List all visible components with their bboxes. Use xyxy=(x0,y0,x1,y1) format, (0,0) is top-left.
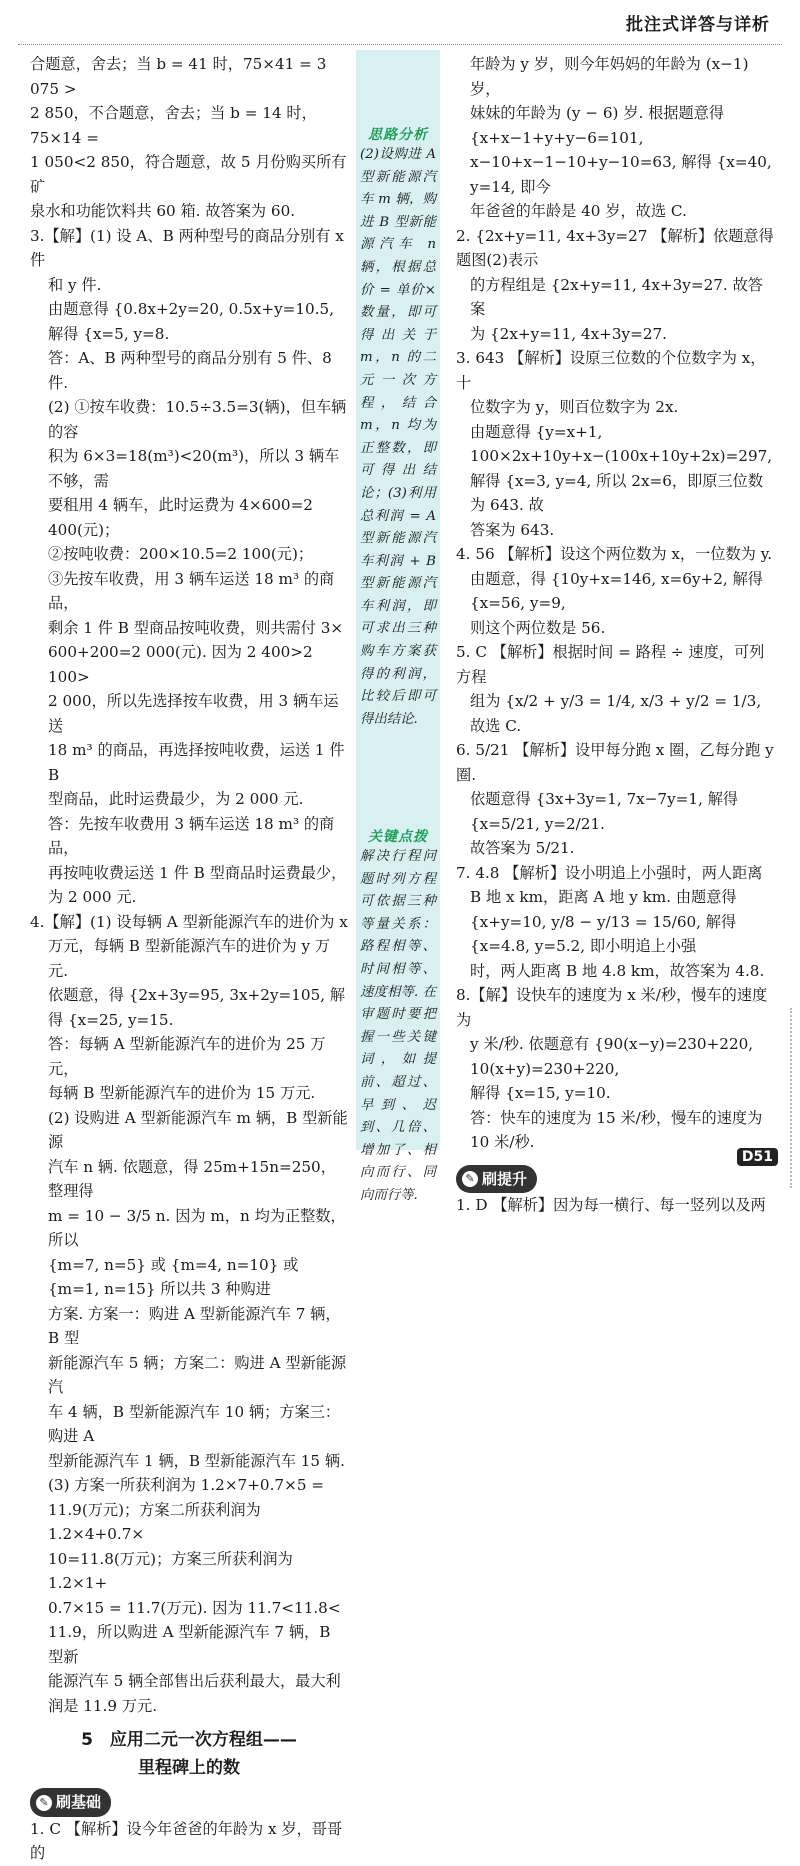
text-line: 1 050<2 850，符合题意，故 5 月份购买所有矿 xyxy=(30,153,347,196)
text-line: 7. 4.8 【解析】设小明追上小强时，两人距离 xyxy=(456,863,763,882)
text-line: 泉水和功能饮料共 60 箱. 故答案为 60. xyxy=(30,202,296,220)
text-line: 1. D 【解析】因为每一横行、每一竖列以及两 xyxy=(456,1196,766,1214)
text-line: 能源汽车 5 辆全部售出后获利最大，最大利 xyxy=(48,1672,341,1690)
text-line: (2) ①按车收费：10.5÷3.5=3(辆)，但车辆的容 xyxy=(48,398,347,441)
text-line: B 地 x km，距离 A 地 y km. 由题意得 xyxy=(470,888,737,906)
text-line: 万元，每辆 B 型新能源汽车的进价为 y 万元. xyxy=(48,937,331,980)
equation-line: m = 10 − 3/5 n. 因为 m，n 均为正整数，所以 xyxy=(48,1206,346,1249)
note-title: 关键点拨 xyxy=(368,829,428,845)
text-line: 10 米/秒. xyxy=(470,1133,535,1151)
text-line: 方案. 方案一：购进 A 型新能源汽车 7 辆，B 型 xyxy=(48,1304,341,1347)
text-line: 答：快车的速度为 15 米/秒，慢车的速度为 xyxy=(470,1108,763,1127)
text-line: 为 2 000 元. xyxy=(48,888,137,906)
text-line: 剩余 1 件 B 型商品按吨收费，则共需付 3× xyxy=(48,618,344,637)
text-line: 要租用 4 辆车，此时运费为 4×600=2 400(元)； xyxy=(48,496,313,539)
text-line: 位数字为 y，则百位数字为 2x. xyxy=(470,398,679,416)
key-point-note xyxy=(360,826,436,1208)
note-text: (2)设购进 A 型新能源汽车 m 辆，购进 B 型新能源汽车 n 辆，根据总价 = 单价×数量，即可得出关于 m，n 的二元一次方程，结合 m，n 均为正整数，即可得出结论；(3)利用总利润 = A 型新能源汽车利润 + B 型新能源汽车利润，即可求出三种购车方案获得的利润，比较后即可得出结论. xyxy=(360,147,436,727)
equation-line: 为 {2x+y=11, 4x+3y=27. xyxy=(470,324,667,343)
page-number: D51 xyxy=(737,1148,778,1166)
annotation-sidebar xyxy=(356,50,440,1203)
equation-line: 由题意，得 {10y+x=146, x=6y+2, 解得 {x=56, y=9, xyxy=(470,569,763,612)
pen-icon: ✎ xyxy=(36,1795,52,1811)
text-line: 11.9，所以购进 A 型新能源汽车 7 辆，B 型新 xyxy=(48,1623,331,1666)
text-line: 则这个两位数是 56. xyxy=(470,618,606,637)
equation-line: 解得 {x=15, y=10. xyxy=(470,1084,611,1102)
badge-label: 刷提升 xyxy=(482,1169,528,1188)
badge-label: 刷基础 xyxy=(56,1793,102,1811)
text-line: 型商品，此时运费最少，为 2 000 元. xyxy=(48,790,304,808)
text-line: 年龄为 y 岁，则今年妈妈的年龄为 (x−1) 岁， xyxy=(470,55,749,98)
text-line: 车 4 辆，B 型新能源汽车 10 辆；方案三：购进 A xyxy=(48,1402,341,1445)
text-line: 妹妹的年龄为 (y − 6) 岁. 根据题意得 xyxy=(470,104,725,122)
note-title: 思路分析 xyxy=(368,127,428,143)
section-title xyxy=(30,1726,348,1782)
text-line: 600+200=2 000(元). 因为 2 400>2 100> xyxy=(48,643,313,686)
text-line: 2 850，不合题意，舍去；当 b = 14 时，75×14 = xyxy=(30,104,317,147)
text-line: 2 000，所以先选择按车收费，用 3 辆车运送 xyxy=(48,692,339,735)
text-line: 故答案为 5/21. xyxy=(470,839,575,857)
text-line: ③先按车收费，用 3 辆车运送 18 m³ 的商品， xyxy=(48,569,335,612)
text-line: 5. C 【解析】根据时间 = 路程 ÷ 速度，可列方程 xyxy=(456,643,765,686)
text-line: 10=11.8(万元)；方案三所获利润为 1.2×1+ xyxy=(48,1549,293,1592)
text-line: 4. 56 【解析】设这个两位数为 x，一位数为 y. xyxy=(456,545,773,563)
text-line: 和 y 件. xyxy=(48,275,102,294)
advanced-practice-badge xyxy=(456,1165,774,1194)
equation-line: {x+x−1+y+y−6=101, x−10+x−1−10+y−10=63, 解得 {x=40, y=14, 即今 xyxy=(470,128,772,196)
right-column xyxy=(456,52,774,1218)
section-title-line: 5 应用二元一次方程组—— xyxy=(81,1730,297,1750)
text-line: 18 m³ 的商品，再选择按吨收费，运送 1 件 B xyxy=(48,741,345,784)
text-line: (2) 设购进 A 型新能源汽车 m 辆，B 型新能源 xyxy=(48,1108,348,1151)
text-line: 汽车 n 辆. 依题意，得 25m+15n=250，整理得 xyxy=(48,1157,336,1200)
text-line: 8.【解】设快车的速度为 x 米/秒，慢车的速度为 xyxy=(456,986,768,1029)
text-line: 润是 11.9 万元. xyxy=(48,1696,158,1715)
text-line: 积为 6×3=18(m³)<20(m³)，所以 3 辆车不够，需 xyxy=(48,447,340,490)
text-line: 年爸爸的年龄是 40 岁，故选 C. xyxy=(470,202,687,220)
text-line: 时，两人距离 B 地 4.8 km，故答案为 4.8. xyxy=(470,961,765,980)
text-line: 4.【解】(1) 设每辆 A 型新能源汽车的进价为 x xyxy=(30,912,348,931)
text-line: 1. C 【解析】设今年爸爸的年龄为 x 岁，哥哥的 xyxy=(30,1819,343,1862)
equation-line: 由题意得 {0.8x+2y=20, 0.5x+y=10.5, 解得 {x=5, y=8. xyxy=(48,300,335,343)
note-text: 解决行程问题时列方程可依据三种等量关系：路程相等、时间相等、速度相等. 在审题时要把握一些关键词，如提前、超过、早到、迟到、几倍、增加了、相向而行、同向而行等. xyxy=(360,849,436,1203)
analysis-note xyxy=(360,124,436,731)
equation-line: 组为 {x/2 + y/3 = 1/4, x/3 + y/2 = 1/3, 故选 C. xyxy=(470,692,762,735)
text-line: 0.7×15 = 11.7(万元). 因为 11.7<11.8< xyxy=(48,1598,341,1617)
text-line: 答案为 643. xyxy=(470,520,555,539)
equation-line: {x+y=10, y/8 − y/13 = 15/60, 解得 {x=4.8, y=5.2, 即小明追上小强 xyxy=(470,912,737,955)
text-line: 11.9(万元)；方案二所获利润为 1.2×4+0.7× xyxy=(48,1500,261,1543)
text-line: (3) 方案一所获利润为 1.2×7+0.7×5 = xyxy=(48,1476,325,1494)
text-line: 2. {2x+y=11, 4x+3y=27 【解析】依题意得题图(2)表示 xyxy=(456,226,774,269)
basic-practice-badge xyxy=(30,1788,348,1817)
equation-line: 解得 {x=3, y=4, 所以 2x=6，即原三位数为 643. 故 xyxy=(470,471,764,514)
section-title-line: 里程碑上的数 xyxy=(138,1758,240,1778)
text-line: 合题意，舍去；当 b = 41 时，75×41 = 3 075 > xyxy=(30,55,327,98)
text-line: 型新能源汽车 1 辆，B 型新能源汽车 15 辆. xyxy=(48,1451,345,1470)
text-line: 答：先按车收费用 3 辆车运送 18 m³ 的商品， xyxy=(48,814,335,857)
pen-icon: ✎ xyxy=(462,1171,478,1187)
text-line: 3. 643 【解析】设原三位数的个位数字为 x，十 xyxy=(456,349,766,392)
left-column xyxy=(30,52,348,1866)
text-line: 再按吨收费运送 1 件 B 型商品时运费最少， xyxy=(48,863,347,882)
equation-line: 依题意，得 {2x+3y=95, 3x+2y=105, 解得 {x=25, y=15. xyxy=(48,986,346,1029)
text-line: 新能源汽车 5 辆；方案二：购进 A 型新能源汽 xyxy=(48,1353,347,1396)
header-divider xyxy=(18,44,782,45)
text-line: 3.【解】(1) 设 A、B 两种型号的商品分别有 x 件 xyxy=(30,226,344,269)
text-line: ②按吨收费：200×10.5=2 100(元)； xyxy=(48,545,314,563)
text-line: 答：每辆 A 型新能源汽车的进价为 25 万元， xyxy=(48,1035,326,1078)
equation-line: 依题意得 {3x+3y=1, 7x−7y=1, 解得 {x=5/21, y=2/21. xyxy=(470,790,739,833)
page-header: 批注式详答与详析 xyxy=(626,15,770,35)
page-edge-dots xyxy=(776,1008,792,1188)
text-line: 6. 5/21 【解析】设甲每分跑 x 圈，乙每分跑 y 圈. xyxy=(456,741,774,784)
text-line: 每辆 B 型新能源汽车的进价为 15 万元. xyxy=(48,1084,316,1102)
text-line: 答：A、B 两种型号的商品分别有 5 件、8 件. xyxy=(48,349,332,392)
equation-line: {m=7, n=5} 或 {m=4, n=10} 或 {m=1, n=15} 所以共 3 种购进 xyxy=(48,1255,299,1298)
equation-line: 的方程组是 {2x+y=11, 4x+3y=27. 故答案 xyxy=(470,275,763,318)
equation-line: y 米/秒. 依题意有 {90(x−y)=230+220, 10(x+y)=230+220, xyxy=(470,1035,754,1078)
equation-line: 由题意得 {y=x+1, 100×2x+10y+x−(100x+10y+2x)=297, xyxy=(470,422,773,465)
